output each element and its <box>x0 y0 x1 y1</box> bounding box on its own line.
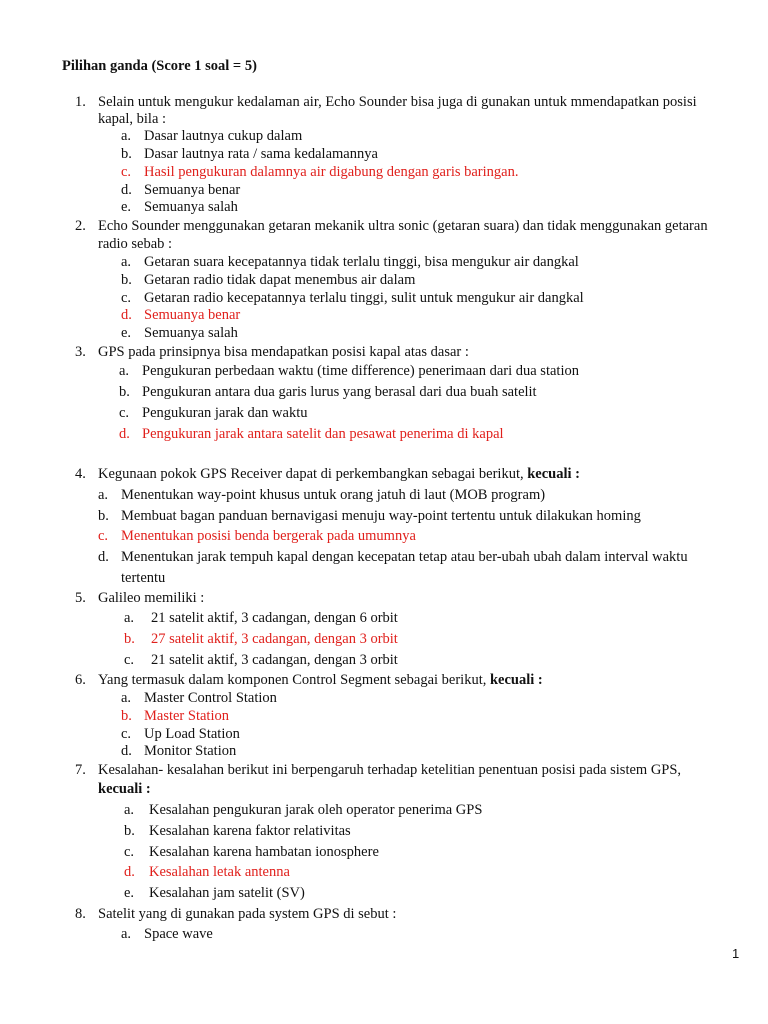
option-text: Membuat bagan panduan bernavigasi menuju way-point tertentu untuk dilakukan homing <box>121 508 641 524</box>
question-text: Satelit yang di gunakan pada system GPS di sebut : <box>98 906 397 922</box>
answer-option-text: Master Station <box>144 708 229 724</box>
option-text: Pengukuran perbedaan waktu (time difference) penerimaan dari dua station <box>142 363 579 379</box>
page-title: Pilihan ganda (Score 1 soal = 5) <box>62 58 257 74</box>
option-text: Pengukuran antara dua garis lurus yang berasal dari dua buah satelit <box>142 384 537 400</box>
option-letter: b. <box>121 272 132 288</box>
option-text: Pengukuran jarak dan waktu <box>142 405 308 421</box>
answer-option-text: Kesalahan letak antenna <box>149 864 290 880</box>
option-letter: a. <box>119 363 130 379</box>
page-number: 1 <box>732 946 740 961</box>
option-text: Getaran suara kecepatannya tidak terlalu tinggi, bisa mengukur air dangkal <box>144 254 579 270</box>
question-keyword: kecuali : <box>489 672 543 688</box>
option-letter: e. <box>121 199 132 215</box>
question-text <box>98 465 580 483</box>
option-text: Semuanya benar <box>144 182 241 198</box>
option-text: Dasar lautnya cukup dalam <box>144 128 303 144</box>
option-letter: c. <box>119 405 130 421</box>
question-number: 3. <box>75 344 86 360</box>
option-letter: a. <box>121 128 132 144</box>
question-text: Kesalahan- kesalahan berikut ini berpengaruh terhadap ketelitian penentuan posisi pada sistem GPS, <box>98 762 682 778</box>
question-text-main: Kegunaan pokok GPS Receiver dapat di perkembangkan sebagai berikut, <box>98 466 524 482</box>
answer-option-letter: d. <box>121 307 132 323</box>
option-text: Kesalahan pengukuran jarak oleh operator penerima GPS <box>149 802 483 818</box>
option-letter: b. <box>121 146 132 162</box>
option-text: Up Load Station <box>144 726 240 742</box>
answer-option-text: Hasil pengukuran dalamnya air digabung dengan garis baringan. <box>144 164 519 180</box>
question-number: 5. <box>75 590 86 606</box>
question-text: Galileo memiliki : <box>98 590 205 606</box>
option-letter: c. <box>121 290 132 306</box>
option-text: Monitor Station <box>144 743 237 759</box>
option-letter: b. <box>124 823 135 839</box>
option-text: 21 satelit aktif, 3 cadangan, dengan 3 orbit <box>151 652 398 668</box>
answer-option-text: Pengukuran jarak antara satelit dan pesawat penerima di kapal <box>142 426 504 442</box>
question-text-main: Yang termasuk dalam komponen Control Segment sebagai berikut, <box>98 672 487 688</box>
option-text: Kesalahan jam satelit (SV) <box>149 885 305 901</box>
answer-option-text: 27 satelit aktif, 3 cadangan, dengan 3 orbit <box>151 631 398 647</box>
option-text: Semuanya salah <box>144 325 238 341</box>
question-text: GPS pada prinsipnya bisa mendapatkan posisi kapal atas dasar : <box>98 344 469 360</box>
option-letter: a. <box>121 254 132 270</box>
question-keyword: kecuali : <box>98 781 151 797</box>
question-number: 2. <box>75 218 86 234</box>
question-number: 8. <box>75 906 86 922</box>
answer-option-letter: b. <box>124 631 135 647</box>
answer-option-letter: d. <box>124 864 135 880</box>
answer-option-letter: c. <box>98 528 109 544</box>
question-text: Echo Sounder menggunakan getaran mekanik ultra sonic (getaran suara) dan tidak menggunakan getaran <box>98 218 708 234</box>
option-text: Semuanya salah <box>144 199 238 215</box>
question-text-cont: kapal, bila : <box>98 111 167 127</box>
option-text: 21 satelit aktif, 3 cadangan, dengan 6 orbit <box>151 610 398 626</box>
answer-option-text: Semuanya benar <box>144 307 241 323</box>
question-text-cont: radio sebab : <box>98 236 173 252</box>
option-letter: d. <box>121 182 132 198</box>
question-text <box>98 671 543 689</box>
option-letter: e. <box>124 885 135 901</box>
question-number: 1. <box>75 94 86 110</box>
question-keyword: kecuali : <box>527 466 580 482</box>
option-text: Kesalahan karena hambatan ionosphere <box>149 844 379 860</box>
option-letter: b. <box>119 384 130 400</box>
option-letter: e. <box>121 325 132 341</box>
option-letter: b. <box>98 508 109 524</box>
option-text-cont: tertentu <box>121 570 166 586</box>
answer-option-letter: b. <box>121 708 132 724</box>
option-text: Dasar lautnya rata / sama kedalamannya <box>144 146 378 162</box>
option-text: Master Control Station <box>144 690 277 706</box>
option-text: Space wave <box>144 926 213 942</box>
answer-option-letter: c. <box>121 164 132 180</box>
option-letter: d. <box>98 549 109 565</box>
option-text: Menentukan way-point khusus untuk orang jatuh di laut (MOB program) <box>121 487 546 503</box>
question-number: 6. <box>75 672 86 688</box>
option-letter: a. <box>98 487 109 503</box>
option-letter: c. <box>124 844 135 860</box>
option-letter: c. <box>121 726 132 742</box>
option-letter: d. <box>121 743 132 759</box>
option-text: Kesalahan karena faktor relativitas <box>149 823 351 839</box>
option-letter: a. <box>121 690 132 706</box>
option-letter: a. <box>124 610 135 626</box>
answer-option-letter: d. <box>119 426 130 442</box>
option-text: Getaran radio tidak dapat menembus air dalam <box>144 272 416 288</box>
option-text: Menentukan jarak tempuh kapal dengan kecepatan tetap atau ber-ubah ubah dalam interval waktu <box>121 549 688 565</box>
question-number: 4. <box>75 466 86 482</box>
option-text: Getaran radio kecepatannya terlalu tinggi, sulit untuk mengukur air dangkal <box>144 290 584 306</box>
option-letter: a. <box>121 926 132 942</box>
option-letter: a. <box>124 802 135 818</box>
question-number: 7. <box>75 762 86 778</box>
question-text: Selain untuk mengukur kedalaman air, Echo Sounder bisa juga di gunakan untuk mmendapatkan posisi <box>98 94 697 110</box>
option-letter: c. <box>124 652 135 668</box>
answer-option-text: Menentukan posisi benda bergerak pada umumnya <box>121 528 416 544</box>
